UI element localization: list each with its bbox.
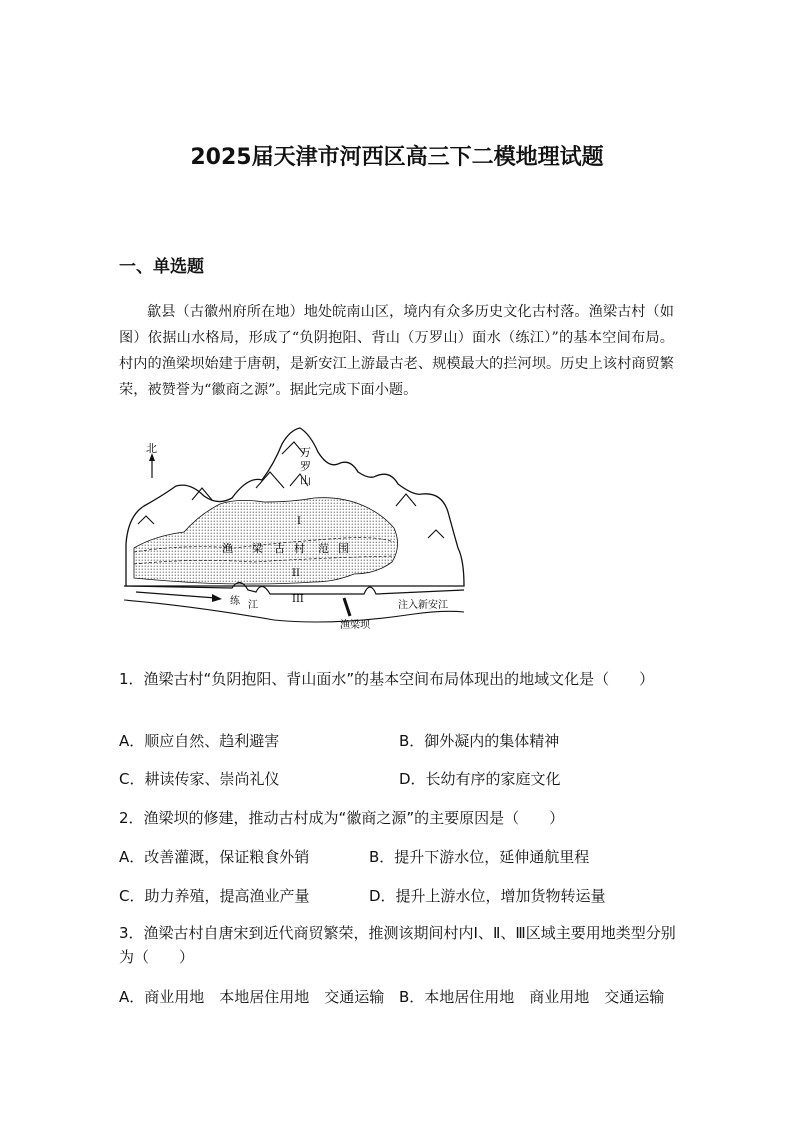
village-label-1: 渔 xyxy=(222,542,233,555)
option-3a[interactable]: A．商业用地 本地居住用地 交通运输 xyxy=(119,988,385,1006)
question-3-options-row-1 xyxy=(119,985,679,1009)
zone-label-1: I xyxy=(297,516,301,527)
option-2b[interactable]: B．提升下游水位，延伸通航里程 xyxy=(369,848,590,866)
zone-label-2: II xyxy=(292,568,300,579)
option-2a[interactable]: A．改善灌溉，保证粮食外销 xyxy=(119,848,310,866)
village-label-2: 梁 xyxy=(252,542,263,555)
question-1-options-row-2 xyxy=(119,767,679,791)
option-2c[interactable]: C．助力养殖，提高渔业产量 xyxy=(119,887,310,905)
village-label-3: 古 xyxy=(274,542,285,555)
zone-label-3: III xyxy=(292,594,304,605)
section-heading: 一、单选题 xyxy=(119,257,204,277)
option-3b[interactable]: B．本地居住用地 商业用地 交通运输 xyxy=(399,988,665,1006)
question-2-stem: 2．渔梁坝的修建，推动古村成为“徽商之源”的主要原因是（ ） xyxy=(119,809,565,827)
question-1-options-row-1 xyxy=(119,729,679,753)
question-2-options-row-1 xyxy=(119,845,679,869)
option-1d[interactable]: D．长幼有序的家庭文化 xyxy=(399,770,561,788)
question-2-options-row-2 xyxy=(119,884,679,908)
dam-line xyxy=(344,598,350,616)
intro-paragraph: 歙县（古徽州府所在地）地处皖南山区，境内有众多历史文化古村落。渔梁古村（如图）依据山水格局，形成了“负阴抱阳、背山（万罗山）面水（练江）”的基本空间布局。村内的渔梁坝始建于唐朝，是新安江上游最古老、规模最大的拦河坝。历史上该村商贸繁荣，被赞誉为“徽商之源”。据此完成下面小题。 xyxy=(119,304,674,398)
river-flow-arrow-icon xyxy=(136,592,222,602)
option-1a[interactable]: A．顺应自然、趋利避害 xyxy=(119,732,280,750)
question-3-stem: 3．渔梁古村自唐宋到近代商贸繁荣，推测该期间村内Ⅰ、Ⅱ、Ⅲ区域主要用地类型分别为（ ） xyxy=(119,924,676,966)
option-2d[interactable]: D．提升上游水位，增加货物转运量 xyxy=(369,887,606,905)
mountain-label-1: 万 xyxy=(300,446,311,459)
option-1b[interactable]: B．御外凝内的集体精神 xyxy=(399,732,560,750)
river-label-2: 江 xyxy=(248,600,258,611)
dam-label: 渔梁坝 xyxy=(340,620,370,631)
village-label-6: 围 xyxy=(338,542,349,555)
river-label-1: 练 xyxy=(230,596,240,607)
north-arrow-icon xyxy=(149,453,155,478)
page-title: 2025届天津市河西区高三下二模地理试题 xyxy=(190,145,604,170)
mountain-label-2: 罗 xyxy=(300,460,311,473)
outflow-label: 注入新安江 xyxy=(398,600,448,611)
village-label-4: 村 xyxy=(294,542,305,555)
question-1-stem: 1．渔梁古村“负阴抱阳、背山面水”的基本空间布局体现出的地域文化是（ ） xyxy=(119,670,655,688)
option-1c[interactable]: C．耕读传家、崇尚礼仪 xyxy=(119,770,280,788)
village-label-5: 范 xyxy=(318,542,329,555)
north-label: 北 xyxy=(146,442,157,455)
village-map-figure xyxy=(114,424,474,640)
mountain-label-3: 山 xyxy=(300,474,311,487)
